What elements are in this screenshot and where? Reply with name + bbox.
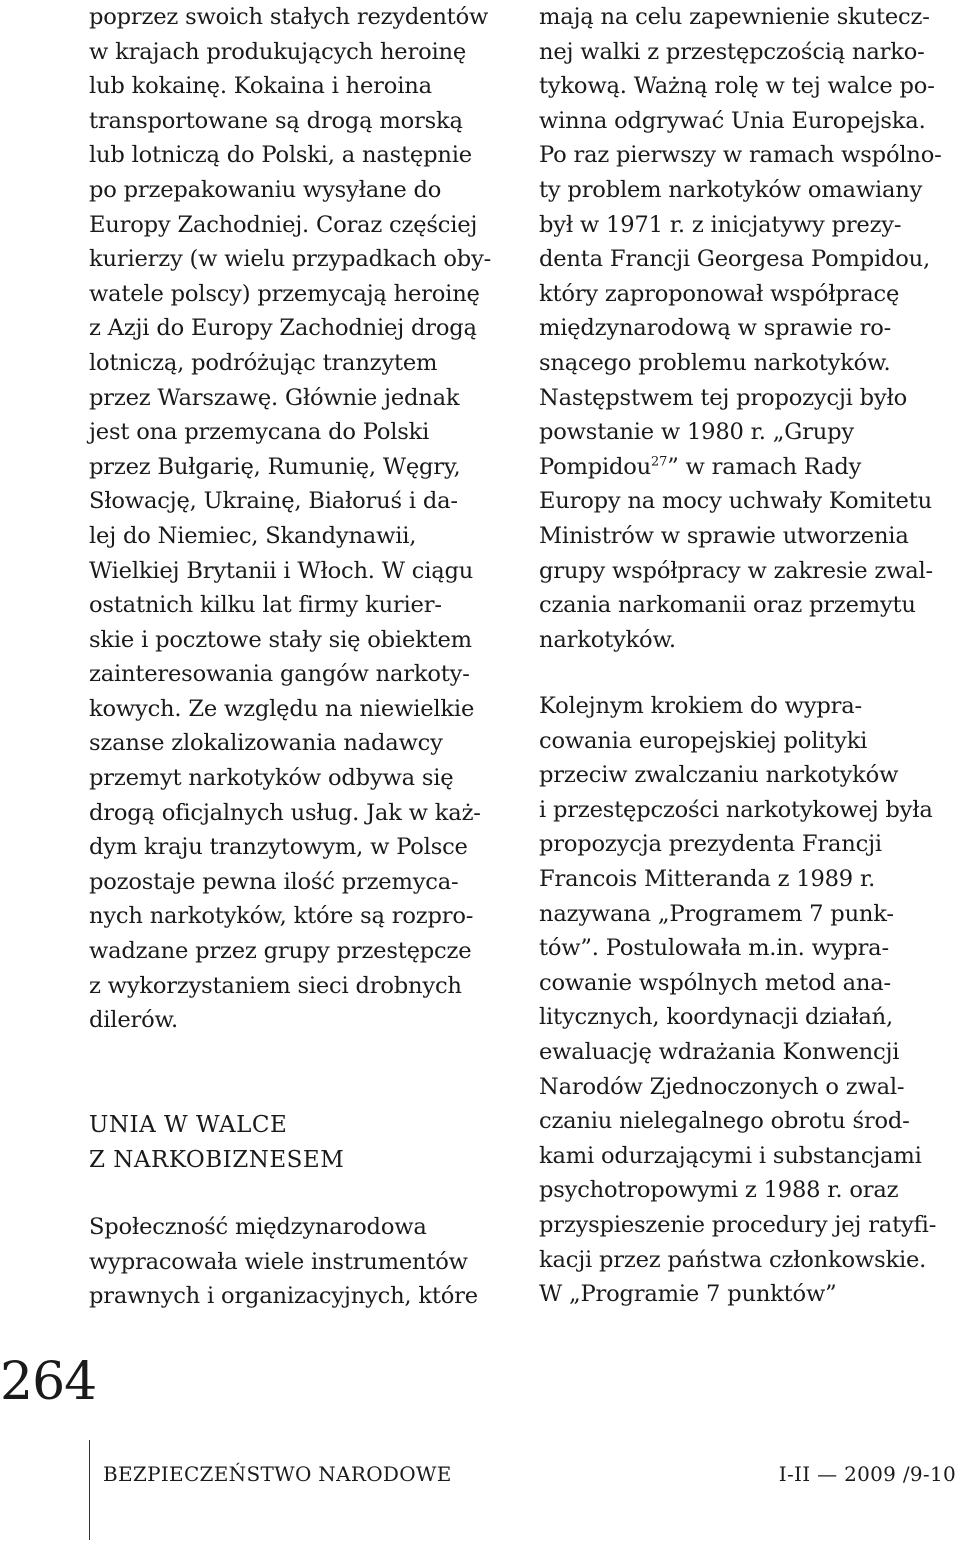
text-line: psychotropowymi z 1988 r. oraz bbox=[539, 1177, 899, 1204]
text-line: dilerów. bbox=[89, 1007, 178, 1034]
text-line: kacji przez państwa członkowskie. bbox=[539, 1246, 927, 1273]
text-line: grupy współpracy w zakresie zwal- bbox=[539, 557, 933, 584]
text-line: pozostaje pewna ilość przemyca- bbox=[89, 868, 459, 895]
text-line: winna odgrywać Unia Europejska. bbox=[539, 107, 926, 134]
text-line: lub kokainę. Kokaina i heroina bbox=[89, 73, 432, 100]
text-line: watele polscy) przemycają heroinę bbox=[89, 280, 480, 307]
text-line: snącego problemu narkotyków. bbox=[539, 349, 891, 376]
text-line: tykową. Ważną rolę w tej walce po- bbox=[539, 73, 935, 100]
text-line: Francois Mitteranda z 1989 r. bbox=[539, 865, 876, 892]
text-line: lub lotniczą do Polski, a następnie bbox=[89, 142, 472, 169]
text-line: zainteresowania gangów narkoty- bbox=[89, 661, 470, 688]
text-line: lej do Niemiec, Skandynawii, bbox=[89, 522, 417, 549]
text-line: przeciw zwalczaniu narkotyków bbox=[539, 762, 899, 789]
text-line: W „Programie 7 punktów” bbox=[539, 1281, 837, 1308]
text-line: narkotyków. bbox=[539, 626, 676, 653]
right-column-text bbox=[539, 0, 960, 657]
text-line: nych narkotyków, które są rozpro- bbox=[89, 903, 474, 930]
text-line: denta Francji Georgesa Pompidou, bbox=[539, 246, 930, 273]
left-column-text bbox=[89, 0, 519, 1038]
text-line: Społeczność międzynarodowa bbox=[89, 1214, 427, 1240]
text-line: Narodów Zjednoczonych o zwal- bbox=[539, 1073, 905, 1100]
text-line: ty problem narkotyków omawiany bbox=[539, 176, 923, 203]
text-line: Kolejnym krokiem do wypra- bbox=[539, 693, 862, 719]
text-line-tail: ” w ramach Rady bbox=[667, 453, 862, 480]
text-line: Europy Zachodniej. Coraz częściej bbox=[89, 211, 478, 238]
footer-issue: I-II — 2009 /9-10 bbox=[778, 1462, 956, 1486]
text-line: kami odurzającymi i substancjami bbox=[539, 1142, 922, 1169]
text-line: z wykorzystaniem sieci drobnych bbox=[89, 972, 462, 999]
text-line: który zaproponował współpracę bbox=[539, 280, 900, 307]
text-line: Wielkiej Brytanii i Włoch. W ciągu bbox=[89, 557, 474, 584]
text-line: Po raz pierwszy w ramach wspólno- bbox=[539, 142, 942, 169]
text-line: kowych. Ze względu na niewielkie bbox=[89, 695, 475, 722]
section-heading bbox=[89, 1108, 344, 1177]
text-line: przez Bułgarię, Rumunię, Węgry, bbox=[89, 453, 461, 480]
text-line: poprzez swoich stałych rezydentów bbox=[89, 4, 489, 30]
text-line: Pompidou$^{27}$” w ramach Rady bbox=[539, 453, 862, 480]
section-heading-line-2: Z NARKOBIZNESEM bbox=[89, 1146, 345, 1173]
text-line: cowania europejskiej polityki bbox=[539, 727, 868, 754]
text-line: przemyt narkotyków odbywa się bbox=[89, 765, 454, 792]
page-number: 264 bbox=[0, 1352, 97, 1412]
footer-divider bbox=[89, 1440, 90, 1540]
text-line: ostatnich kilku lat firmy kurier- bbox=[89, 592, 442, 619]
text-line: drogą oficjalnych usług. Jak w każ- bbox=[89, 799, 481, 826]
text-line: z Azji do Europy Zachodniej drogą bbox=[89, 315, 477, 342]
left-paragraph-2 bbox=[89, 1210, 478, 1314]
text-line: czania narkomanii oraz przemytu bbox=[539, 592, 916, 619]
text-line: i przestępczości narkotykowej była bbox=[539, 796, 933, 823]
text-line: Europy na mocy uchwały Komitetu bbox=[539, 488, 932, 515]
text-line: tów”. Postulowała m.in. wypra- bbox=[539, 935, 889, 962]
text-line: transportowane są drogą morską bbox=[89, 107, 463, 134]
text-line: propozycja prezydenta Francji bbox=[539, 831, 882, 858]
text-line: skie i pocztowe stały się obiektem bbox=[89, 626, 472, 653]
text-line: czaniu nielegalnego obrotu środ- bbox=[539, 1108, 910, 1135]
text-line: lotniczą, podróżując tranzytem bbox=[89, 349, 438, 376]
text-line: Ministrów w sprawie utworzenia bbox=[539, 522, 909, 549]
section-heading-line-1: UNIA W WALCE bbox=[89, 1112, 288, 1138]
text-line: mają na celu zapewnienie skutecz- bbox=[539, 4, 930, 30]
text-line: po przepakowaniu wysyłane do bbox=[89, 176, 442, 203]
text-line: Następstwem tej propozycji było bbox=[539, 384, 907, 411]
text-line: ewaluację wdrażania Konwencji bbox=[539, 1038, 900, 1065]
text-line: powstanie w 1980 r. „Grupy bbox=[539, 419, 854, 446]
text-line: międzynarodową w sprawie ro- bbox=[539, 315, 892, 342]
text-line: nazywana „Programem 7 punk- bbox=[539, 900, 894, 927]
text-line: dym kraju tranzytowym, w Polsce bbox=[89, 834, 468, 861]
text-line: kurierzy (w wielu przypadkach oby- bbox=[89, 246, 492, 273]
footer-publication: BEZPIECZEŃSTWO NARODOWE bbox=[103, 1462, 452, 1486]
text-line: jest ona przemycana do Polski bbox=[89, 419, 430, 446]
text-line: w krajach produkujących heroinę bbox=[89, 38, 467, 65]
text-line: litycznych, koordynacji działań, bbox=[539, 1004, 893, 1031]
text-line: prawnych i organizacyjnych, które bbox=[89, 1283, 478, 1310]
text-line: wypracowała wiele instrumentów bbox=[89, 1248, 468, 1275]
text-line: cowanie wspólnych metod ana- bbox=[539, 969, 891, 996]
text-line: nej walki z przestępczością narko- bbox=[539, 38, 925, 65]
footnote-marker: 27 bbox=[651, 454, 668, 470]
text-line: szanse zlokalizowania nadawcy bbox=[89, 730, 443, 757]
text-line: był w 1971 r. z inicjatywy prezy- bbox=[539, 211, 902, 238]
text-line: przyspieszenie procedury jej ratyfi- bbox=[539, 1211, 937, 1238]
text-line: Słowację, Ukrainę, Białoruś i da- bbox=[89, 488, 458, 515]
text-line: wadzane przez grupy przestępcze bbox=[89, 938, 472, 965]
text-line: przez Warszawę. Głównie jednak bbox=[89, 384, 460, 411]
right-paragraph-2 bbox=[539, 689, 936, 1312]
